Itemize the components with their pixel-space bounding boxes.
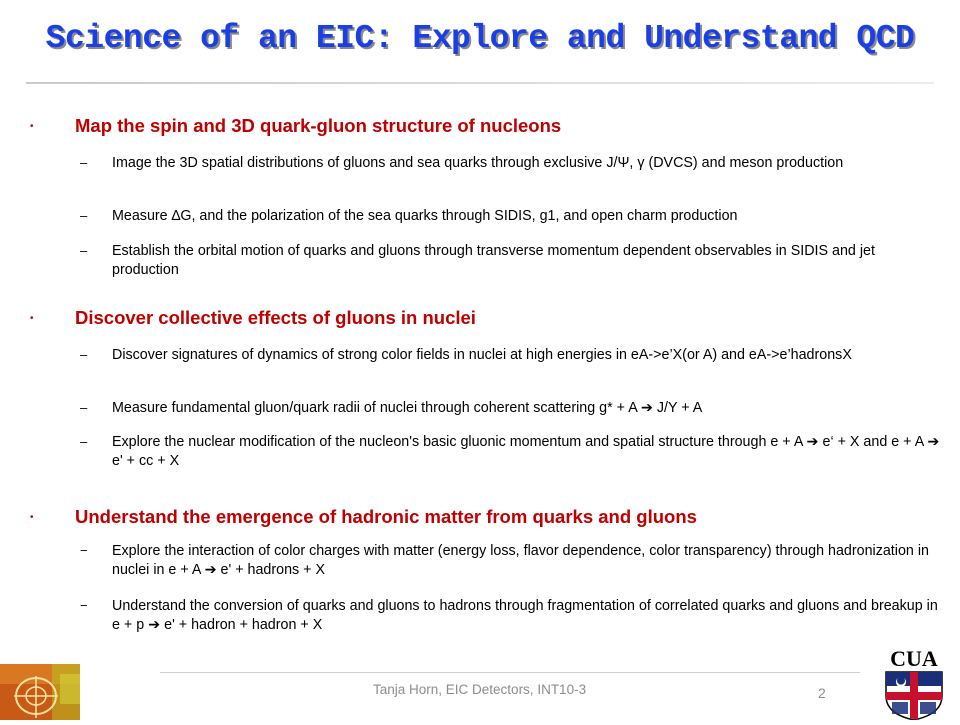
item-dash: – — [80, 400, 88, 415]
cua-logo-text: CUA — [890, 646, 938, 671]
item-dash: − — [80, 543, 88, 558]
list-item: Explore the interaction of color charges with matter (energy loss, flavor dependence, color transparency) through hadronization in nuclei in e + A ➔ e' + hadrons + X — [112, 543, 929, 578]
item-dash: – — [80, 347, 88, 362]
list-item: Measure ∆G, and the polarization of the sea quarks through SIDIS, g1, and open charm production — [112, 208, 738, 224]
list-item: Explore the nuclear modification of the nucleon's basic gluonic momentum and spatial structure through e + A ➔ e‘ + X and e + A ➔ e' + cc + X — [112, 434, 940, 469]
section-heading: Discover collective effects of gluons in nuclei — [75, 307, 476, 328]
list-item: Discover signatures of dynamics of strong color fields in nuclei at high energies in eA->e’X(or A) and eA->e’hadronsX — [112, 347, 852, 363]
cua-shield-icon — [868, 640, 960, 720]
section-bullet: • — [30, 512, 34, 523]
section-heading: Map the spin and 3D quark-gluon structure of nucleons — [75, 115, 562, 136]
item-dash: – — [80, 434, 88, 449]
slide-title: Science of an EIC: Explore and Understand QCD — [45, 20, 915, 57]
section-heading: Understand the emergence of hadronic matter from quarks and gluons — [75, 506, 697, 527]
item-dash: − — [80, 598, 88, 613]
list-item: Measure fundamental gluon/quark radii of nuclei through coherent scattering g* + A ➔ J/Y + A — [112, 400, 703, 416]
footer-divider — [160, 672, 860, 673]
item-dash: – — [80, 208, 88, 223]
section-bullet: • — [30, 313, 34, 324]
footer-text: Tanja Horn, EIC Detectors, INT10-3 — [373, 682, 587, 697]
section-bullet: • — [30, 121, 34, 132]
title-divider — [26, 82, 934, 84]
item-dash: – — [80, 155, 88, 170]
eic-logo-icon — [0, 664, 80, 720]
item-dash: – — [80, 243, 88, 258]
page-number: 2 — [818, 685, 826, 701]
list-item: Image the 3D spatial distributions of gluons and sea quarks through exclusive J/Ψ, γ (DVCS) and meson production — [112, 155, 844, 171]
list-item: Establish the orbital motion of quarks and gluons through transverse momentum dependent observables in SIDIS and jet production — [112, 243, 875, 278]
list-item: Understand the conversion of quarks and gluons to hadrons through fragmentation of correlated quarks and gluons and breakup in e + p ➔ e' + hadron + hadron + X — [112, 598, 938, 633]
